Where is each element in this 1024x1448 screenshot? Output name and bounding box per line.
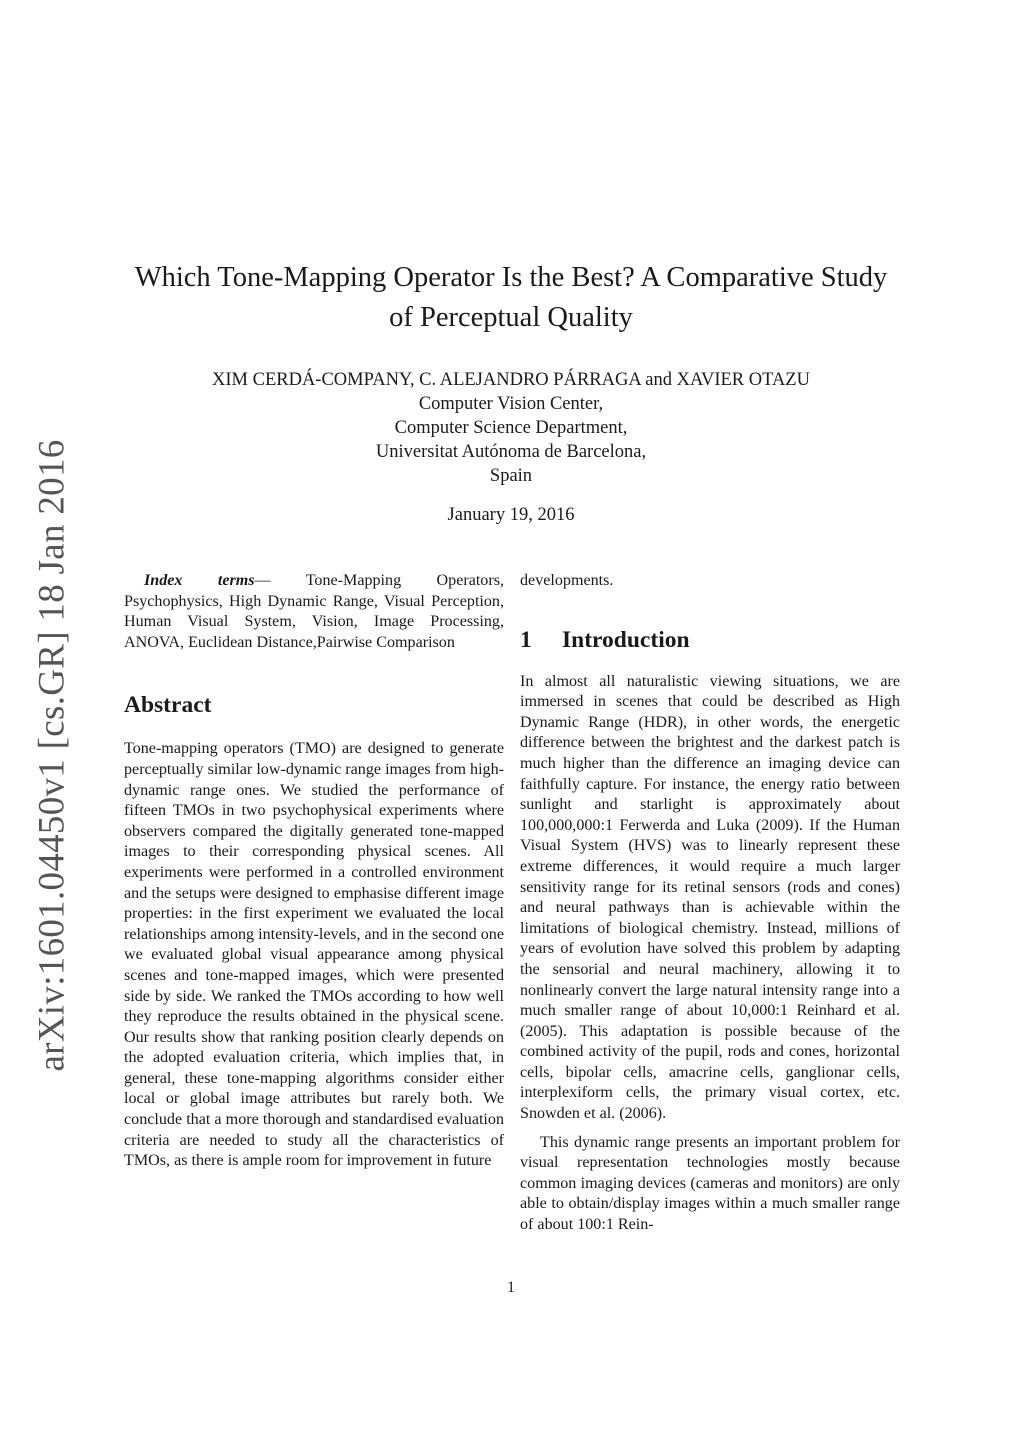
arxiv-identifier-stamp: [2, 438, 102, 1072]
abstract-text: Tone-mapping operators (TMO) are designed to generate perceptually similar low-dynamic range images from high-dynamic range ones. We studied the performance of fifteen TMOs in two psychophysical experiments where observers compared the digitally generated tone-mapped images to their corresponding physical scenes. All experiments were performed in a controlled environment and the setups were designed to emphasise different image properties: in the first experiment we evaluated the local relationships among intensity-levels, and in the second one we evaluated global visual appearance among physical scenes and tone-mapped images, which were presented side by side. We ranked the TMOs according to how well they reproduce the results obtained in the physical scene. Our results show that ranking position clearly depends on the adopted evaluation criteria, which implies that, in general, these tone-mapping algorithms consider either local or global image attributes but rarely both. We conclude that a more thorough and standardised evaluation criteria are needed to study all the characteristics of TMOs, as there is ample room for improvement in future: [124, 740, 504, 1170]
arxiv-identifier-text: arXiv:1601.04450v1 [cs.GR] 18 Jan 2016: [31, 438, 73, 1072]
abstract-heading: Abstract: [124, 692, 212, 719]
affiliation-line: Spain: [489, 466, 533, 486]
introduction-paragraph: In almost all naturalistic viewing situations, we are immersed in scenes that could be described as High Dynamic Range (HDR), in other words, the energetic difference between the brightest and the darkest patch is much higher than the difference an imaging device can faithfully capture. For instance, the energy ratio between sunlight and starlight is approximately about 100,000,000:1 Ferwerda and Luka (2009). If the Human Visual System (HVS) was to linearly represent these extreme differences, it would require a much larger sensitivity range for its retinal sensors (rods and cones) and neural pathways than is achievable within the limitations of biological chemistry. Instead, millions of years of evolution have solved this problem by adapting the sensorial and neural machinery, allowing it to nonlinearly convert the large natural intensity range into a much smaller range of about 10,000:1 Reinhard et al. (2005). This adaptation is possible because of the combined activity of the pupil, rods and cones, horizontal cells, bipolar cells, amacrine cells, ganglionar cells, interplexiform cells, the primary visual cortex, etc. Snowden et al. (2006).: [520, 672, 900, 1123]
index-terms-text: — Tone-Mapping Operators, Psychophysics, High Dynamic Range, Visual Perception, Human Visual System, Vision, Image Processing, ANOVA, Euclidean Distance,Pairwise Comparison: [124, 572, 504, 651]
author-block: [130, 368, 892, 488]
section-number: 1: [520, 626, 532, 653]
affiliation-line: Universitat Autónoma de Barcelona,: [375, 442, 647, 462]
left-column: [124, 571, 504, 1172]
page-number: 1: [507, 1279, 515, 1296]
affiliation-line: Computer Science Department,: [394, 418, 628, 438]
right-column: [520, 571, 900, 1236]
publication-date: January 19, 2016: [447, 505, 575, 525]
introduction-paragraph: This dynamic range presents an important problem for visual representation technologies mostly because common imaging devices (cameras and monitors) are only able to obtain/display images within a much smaller range of about 100:1 Rein-: [520, 1133, 900, 1234]
affiliation-line: Computer Vision Center,: [418, 394, 604, 414]
paper-title: Which Tone-Mapping Operator Is the Best? A Comparative Study of Perceptual Quality: [134, 262, 888, 333]
abstract-continuation: developments.: [520, 572, 614, 589]
introduction-heading: [520, 626, 900, 654]
index-terms: [124, 571, 504, 653]
author-names: XIM CERDÁ-COMPANY, C. ALEJANDRO PÁRRAGA and XAVIER OTAZU: [212, 370, 810, 390]
section-title: Introduction: [562, 626, 690, 653]
index-terms-label: Index terms: [144, 572, 255, 589]
